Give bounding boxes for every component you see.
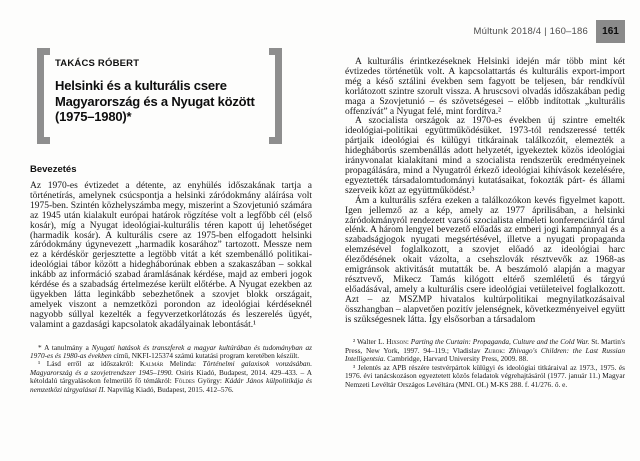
fn-smallcaps-name: Kalmár bbox=[139, 359, 164, 369]
article-title-block bbox=[30, 46, 312, 146]
fn-marker: * bbox=[38, 342, 45, 352]
fn-smallcaps-name: Zubok bbox=[484, 345, 503, 355]
fn-title-italic: Kádár János külpolitikája és nemzetközi tárgyalásai II. bbox=[30, 376, 312, 394]
fn-title-italic: Nyugati hatások és transzferek a magyar kultúrában és tudományban az 1970-es és 1980-as években bbox=[30, 342, 312, 360]
fn-text: Lásd erről az időszakról: bbox=[46, 359, 140, 369]
journal-reference: Múltunk 2018/4 | 160–186 bbox=[473, 25, 588, 37]
fn-text: : bbox=[406, 337, 411, 347]
fn-title-italic: Parting the Curtain: Propaganda, Culture and the Cold War. bbox=[410, 337, 590, 347]
bracket-right-icon bbox=[269, 48, 282, 144]
fn-text: St. Martin's Press, New York, 1997. 94–119.; Vladislav bbox=[345, 337, 626, 355]
fn-marker: ¹ bbox=[38, 359, 47, 369]
footnote-1 bbox=[30, 360, 312, 394]
page-left bbox=[30, 46, 312, 394]
fn-text: Cambridge, Harvard University Press, 2009. 88. bbox=[385, 354, 529, 364]
fn-smallcaps-name: Földes bbox=[174, 376, 195, 386]
fn-title-italic: Zhivago's Children: the Last Russian Intelligentsia. bbox=[345, 345, 625, 364]
footnote-3 bbox=[345, 364, 625, 389]
fn-smallcaps-name: Hixson bbox=[386, 337, 407, 347]
page-right bbox=[345, 19, 625, 389]
fn-text: György: bbox=[194, 376, 225, 386]
fn-text: Melinda: bbox=[163, 359, 203, 369]
fn-text: A tanulmány a bbox=[44, 342, 92, 352]
section-heading: Bevezetés bbox=[30, 164, 77, 175]
footnote-2 bbox=[345, 338, 625, 363]
fn-marker: ³ bbox=[353, 362, 358, 372]
running-header bbox=[345, 19, 625, 43]
body-paragraph-2: A szocialista országok az 1970-es években új szintre emelték ideológiai-politikai együttműködésüket. 1973-tól rendszeressé tették pártjaik ideológiai és külügyi titkárainak találkozóit, elemezték a hidegháborús szembenállás adott helyzetét, igyekeztek közös ideológiai irányvonalat kialakítani mind a szocialista rendszerük eredményeinek propagálására, mind a Nyugatról érkező ideológiai kihívások kezelésére, egyeztették társadalomtudományi kutatásaikat, fokozták párt- és állami szerveik közt az együttműködést.³ bbox=[345, 116, 625, 196]
fn-title-italic: Történelmi galaxisok vonzásában. Magyarország és a szovjetrendszer 1945–1990. bbox=[30, 359, 313, 377]
fn-text: Osiris Kiadó, Budapest, 2014. 429–433. – A kétoldalú tárgyalásokon felmerülő fő témákról: bbox=[30, 367, 312, 386]
body-paragraph-3: Ám a kulturális szféra ezeken a találkozókon kevés figyelmet kapott. Igen jellemző az a kép, amely az 1977 áprilisában, a helsinki záródokmányról rendezett varsói szocialista elméleti konferenciáról tárul elénk. A három lengyel bevezető előadás az emberi jogi kampánnyal és a szabadságjogok nyugati megsértésével, illetve a nyugati propaganda elemzésével foglalkozott, a szovjet előadó az ideológiai harc éleződésének okait vázolta, a csehszlovák résztvevők az 1968-as emigránsok aktivitását mutatták be. A beszámoló alapján a magyar résztvevő, Mikecz Tamás kilógott eltérő szemléletű és tárgyú előadásával, amely a kulturális csere ideológiai vetületeivel foglalkozott. Azt – az MSZMP hivatalos kultúrpolitikai megnyilatkozásaival összhangban – alapvetően pozitív jelenségnek, következményeivel együtt is szükségesnek látta. Így elsősorban a társadalom bbox=[345, 195, 625, 325]
footnotes-right bbox=[345, 338, 625, 388]
body-paragraph-intro: Az 1970-es évtizedet a détente, az enyhülés időszakának tartja a történetírás, amelynek csúcspontja a helsinki záródokmány aláírása volt 1975-ben. Szintén közhelyszámba megy, miszerint a Szovjetunió számára az 1945 után kialakult európai határok rögzítése volt a legfőbb cél (első kosár), míg a Nyugat ideológiai-kulturális téren kapott új lehetőséget (harmadik kosár). A kulturális csere az 1975-ben elfogadott helsinki záródokmány úgynevezett „harmadik kosarához” tartozott. Messze nem ez a kérdéskör gerjesztette a legtöbb vitát a két szembenálló politikai-ideológiai tábor között a hidegháborúnak ebben a szakaszában – sokkal inkább az információ szabad áramlásának kérdése, majd az emberi jogok kérdése és a szabadság értelmezése került előtérbe. A Nyugat ezekben az ügyekben látta leginkább sebezhetőnek a szovjet blokk országait, amelyek viszont a nemzetközi porondon az ideológiai kérdéseknél nagyobb súllyal kezelték a fegyverzetkorlátozás és leszerelés ügyét, valamint a gazdasági kapcsolatok akadályainak lebontását.¹ bbox=[30, 181, 312, 330]
article-title: Helsinki és a kulturális csere Magyarország és a Nyugat között (1975–1980)* bbox=[55, 78, 255, 124]
fn-text: : bbox=[502, 345, 509, 355]
fn-marker: ² bbox=[353, 337, 357, 347]
footnotes-left bbox=[30, 344, 312, 394]
fn-text: Napvilág Kiadó, Budapest, 2015. 412–576. bbox=[105, 384, 234, 394]
fn-text: Jelentés az APB részére testvérpártok külügyi és ideológiai titkáraival az 1973., 1975. és 1976. évi tanácskozáson egyeztetett közös feladatok végrehajtásáról (1977. január 11.) Magyar Nemzeti Levéltár Országos Levéltára (MNL OL) M-KS 288. f. 41/276. ő. e. bbox=[345, 362, 626, 389]
footnote-star bbox=[30, 344, 312, 361]
fn-text: című, NKFI-125374 számú kutatási program keretében készült. bbox=[111, 351, 300, 360]
page-number-badge: 161 bbox=[596, 20, 625, 43]
bracket-left-icon bbox=[37, 48, 50, 144]
author-name: TAKÁCS RÓBERT bbox=[55, 58, 140, 69]
fn-text: Walter L. bbox=[356, 337, 387, 347]
body-paragraph-1: A kulturális érintkezéseknek Helsinki idején már több mint két évtizedes történetük volt. A kapcsolattartás és kulturális export-import még a késő sztálini években sem fagyott be teljesen, bár rendkívül korlátozott szintre szorult vissza. A hruscsovi olvadás időszakában pedig maga a Szovjetunió – és szövetségesei – előbb indítottak „kulturális offenzívát” a Nyugat felé, mint fordítva.² bbox=[345, 57, 625, 117]
